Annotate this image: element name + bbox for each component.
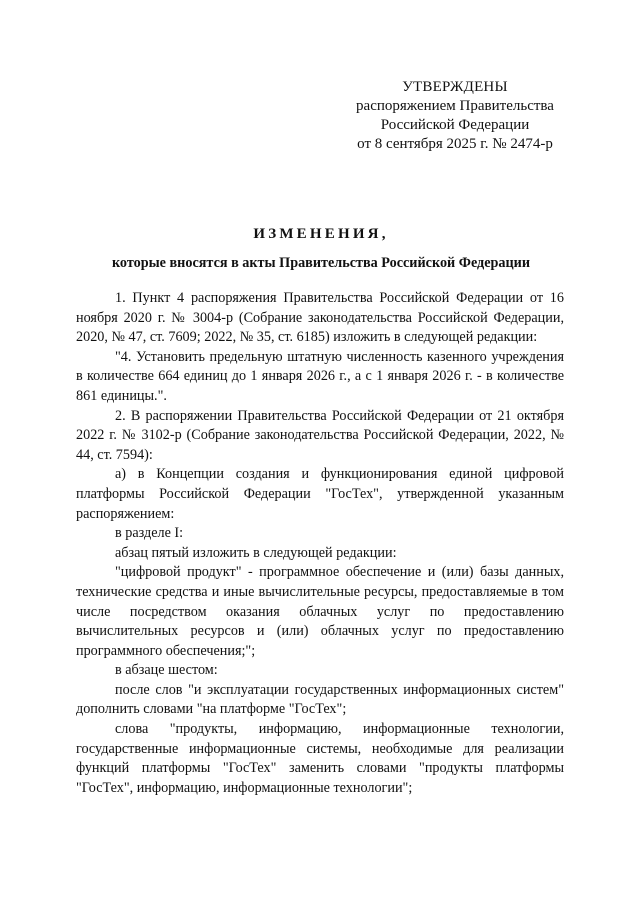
paragraph-6: абзац пятый изложить в следующей редакции: — [115, 544, 397, 561]
paragraph-2: "4. Установить предельную штатную численность казенного учреждения в количестве 664 единиц до 1 января 2026 г., а с 1 января 2026 г. - в количестве 861 единицы.". — [76, 348, 564, 404]
document-subtitle: которые вносятся в акты Правительства Российской Федерации — [111, 255, 531, 271]
paragraph-3: 2. В распоряжении Правительства Российской Федерации от 21 октября 2022 г. № 3102-р (Собрание законодательства Российской Федерации, 2022, № 44, ст. 7594): — [76, 407, 564, 463]
approved-by-line: распоряжением Правительства — [356, 98, 554, 114]
paragraph-4: а) в Концепции создания и функционирования единой цифровой платформы Российской Федерации "ГосТех", утвержденной указанным распоряжением: — [76, 466, 564, 522]
approved-date-number: от 8 сентября 2025 г. № 2474-р — [357, 136, 553, 152]
approval-block — [330, 78, 580, 154]
paragraph-7: "цифровой продукт" - программное обеспечение и (или) базы данных, технические средства и иные вычислительные ресурсы, предоставляемые в том числе посредством оказания облачных услуг по предоставлению вычислительных ресурсов и (или) облачных услуг по предоставлению программного обеспечения;"; — [76, 564, 564, 659]
paragraph-5: в разделе I: — [115, 525, 184, 542]
paragraph-10: слова "продукты, информацию, информационные технологии, государственные информационные системы, необходимые для реализации функций платформы "ГосТех" заменить словами "продукты платформы "ГосТех", информацию, информационные технологии"; — [76, 721, 564, 796]
paragraph-1: 1. Пункт 4 распоряжения Правительства Российской Федерации от 16 ноября 2020 г. № 3004-р (Собрание законодательства Российской Федерации, 2020, № 47, ст. 7609; 2022, № 35, ст. 6185) изложить в следующей редакции: — [76, 290, 564, 346]
approved-heading: УТВЕРЖДЕНЫ — [402, 79, 508, 95]
paragraph-9: после слов "и эксплуатации государственных информационных систем" дополнить словами "на платформе "ГосТех"; — [76, 681, 564, 718]
document-title: ИЗМЕНЕНИЯ, — [253, 226, 389, 242]
approved-org-line: Российской Федерации — [380, 117, 530, 133]
paragraph-8: в абзаце шестом: — [115, 662, 218, 679]
document-body — [76, 289, 564, 798]
